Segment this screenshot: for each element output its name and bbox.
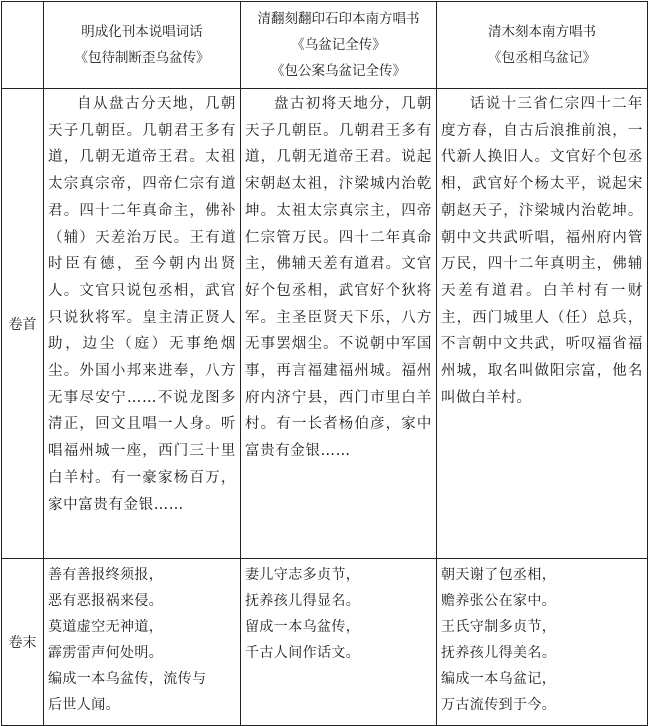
ending-col1-line: 莫道虚空无神道，	[48, 619, 164, 635]
ending-col1-line: 编成一本乌盆传，流传与	[48, 671, 207, 687]
ending-col2-line: 留成一本乌盆传，	[245, 619, 361, 635]
ending-col1-line: 恶有恶报祸来侵。	[48, 593, 164, 609]
header-row	[2, 2, 648, 89]
ending-col3-line: 朝天谢了包丞相，	[441, 567, 557, 583]
ending-col1-line: 霹雳雷声何处明。	[48, 645, 164, 661]
opening-col3	[437, 89, 648, 559]
opening-col1-text: 自从盘古分天地，几朝天子几朝臣。几朝君王多有道，几朝无道帝王君。太祖太宗真宗帝，四帝仁宗有道君。四十二年真命主，佛补（辅）天差治万民。王有道时臣有德，至今朝内出贤人。文官只说包丞相，武官只说狄将军。皇主清正贤人助，边尘（庭）无事绝烟尘。外国小邦来进奉，八方无事尽安宁……不说龙图多清正，回文且唱一人身。听唱福州城一座，西门三十里白羊村。有一豪家杨百万，家中富贵有金银……	[48, 96, 236, 513]
opening-col2-text: 盘古初将天地分，几朝天子几朝臣。几朝君王多有道，几朝无道帝王君。说起宋朝赵太祖，汴梁城内治乾坤。太祖太宗真宗主，四帝仁宗管万民。四十二年真命主，佛辅天差有道君。文官好个包丞相，武官好个狄将军。主圣臣贤天下乐，八方无事罢烟尘。不说朝中军国事，再言福建福州城。福州府内济宁县，西门市里白羊村。有一长者杨伯彦，家中富贵有金银……	[245, 96, 432, 460]
table-row-opening	[2, 89, 648, 559]
ending-col1-line: 善有善报终须报，	[48, 567, 164, 583]
row-label-ending: 卷末	[2, 559, 44, 726]
ending-col2-line: 抚养孩儿得显名。	[245, 593, 361, 609]
ending-col2	[241, 559, 437, 726]
ending-col3-line: 万古流传到于今。	[441, 697, 557, 713]
ending-col3-line: 赡养张公在家中。	[441, 593, 557, 609]
header-col3	[437, 2, 648, 89]
table-row-ending	[2, 559, 648, 726]
opening-col1	[44, 89, 241, 559]
ending-col3-line: 王氏守制多贞节，	[441, 619, 557, 635]
ending-col3	[437, 559, 648, 726]
ending-col1	[44, 559, 241, 726]
comparison-table	[1, 1, 648, 726]
ending-col3-line: 抚养孩儿得美名。	[441, 645, 557, 661]
header-col2-line2: 《乌盆记全传》	[291, 37, 386, 53]
opening-col3-text: 话说十三省仁宗四十二年度方春，自古后浪推前浪，一代新人换旧人。文官好个包丞相，武官好个杨太平，说起宋朝赵天子，汴梁城内治乾坤。朝中文共武听唱，福州府内管万民，四十二年真明主，佛辅天差有道君。白羊村有一财主，西门城里人（任）总兵，不言朝中文共武，听叹福省福州城，取名叫做阳宗富，他名叫做白羊村。	[441, 96, 643, 406]
header-col3-line1: 清木刻本南方唱书	[488, 24, 596, 40]
ending-col3-line: 编成一本乌盆记，	[441, 671, 557, 687]
ending-col1-line: 后世人闻。	[48, 697, 120, 713]
corner-cell	[2, 2, 44, 89]
header-col2-line1: 清翻刻翻印石印本南方唱书	[257, 11, 420, 27]
header-col3-line2: 《包丞相乌盆记》	[488, 50, 596, 66]
row-label-opening: 卷首	[2, 89, 44, 559]
header-col2-line3: 《包公案乌盆记全传》	[271, 63, 406, 79]
header-col1-line2: 《包待制断歪乌盆传》	[74, 50, 210, 66]
header-col2	[241, 2, 437, 89]
header-col1-line1: 明成化刊本说唱词话	[81, 24, 203, 40]
opening-col2	[241, 89, 437, 559]
ending-col2-line: 妻儿守志多贞节，	[245, 567, 361, 583]
header-col1	[44, 2, 241, 89]
ending-col2-line: 千古人间作话文。	[245, 645, 361, 661]
